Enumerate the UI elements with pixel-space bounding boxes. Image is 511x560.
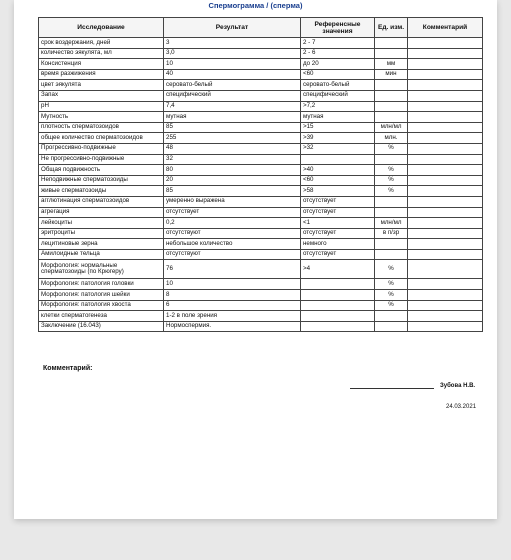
- cell-test: Морфология: патология хвоста: [39, 300, 164, 311]
- table-row: [39, 80, 483, 91]
- cell-test: Мутность: [39, 112, 164, 123]
- cell-reference: >15: [301, 122, 375, 133]
- cell-reference: >40: [301, 165, 375, 176]
- cell-test: клетки сперматогенеза: [39, 311, 164, 322]
- cell-unit: млн/мл: [375, 218, 408, 229]
- cell-reference: отсутствует: [301, 228, 375, 239]
- cell-unit: %: [375, 290, 408, 301]
- cell-result: небольшое количество: [164, 239, 301, 250]
- table-row: [39, 290, 483, 301]
- results-table: [38, 17, 483, 332]
- cell-reference: >58: [301, 186, 375, 197]
- cell-test: цвет эякулята: [39, 80, 164, 91]
- cell-test: Не прогрессивно-подвижные: [39, 154, 164, 165]
- cell-test: эритроциты: [39, 228, 164, 239]
- cell-comment: [408, 207, 483, 218]
- cell-unit: млн/мл: [375, 122, 408, 133]
- cell-unit: [375, 239, 408, 250]
- cell-test: агглютинация сперматозоидов: [39, 196, 164, 207]
- cell-test: pH: [39, 101, 164, 112]
- cell-result: 1-2 в поле зрения: [164, 311, 301, 322]
- cell-reference: немного: [301, 239, 375, 250]
- cell-reference: до 20: [301, 59, 375, 70]
- cell-reference: 2 - 7: [301, 38, 375, 49]
- table-row: [39, 165, 483, 176]
- cell-comment: [408, 218, 483, 229]
- cell-unit: мм: [375, 59, 408, 70]
- cell-unit: мин: [375, 69, 408, 80]
- cell-result: отсутствует: [164, 207, 301, 218]
- cell-result: 85: [164, 186, 301, 197]
- header-test: Исследование: [39, 18, 164, 38]
- cell-comment: [408, 186, 483, 197]
- cell-reference: специфический: [301, 90, 375, 101]
- table-row: [39, 249, 483, 260]
- cell-test: Общая подвижность: [39, 165, 164, 176]
- cell-result: 7,4: [164, 101, 301, 112]
- table-header-row: [39, 18, 483, 38]
- cell-comment: [408, 48, 483, 59]
- cell-test: плотность сперматозоидов: [39, 122, 164, 133]
- cell-unit: [375, 207, 408, 218]
- cell-unit: [375, 321, 408, 332]
- signature-line: [350, 388, 434, 389]
- cell-unit: %: [375, 300, 408, 311]
- cell-comment: [408, 290, 483, 301]
- cell-test: время разжижения: [39, 69, 164, 80]
- cell-result: специфический: [164, 90, 301, 101]
- cell-result: отсутствуют: [164, 249, 301, 260]
- cell-test: Запах: [39, 90, 164, 101]
- cell-reference: >39: [301, 133, 375, 144]
- header-reference: Референсные значения: [301, 18, 375, 38]
- table-row: [39, 300, 483, 311]
- cell-reference: >32: [301, 143, 375, 154]
- cell-unit: %: [375, 260, 408, 279]
- cell-result: 85: [164, 122, 301, 133]
- cell-result: 76: [164, 260, 301, 279]
- table-row: [39, 175, 483, 186]
- table-row: [39, 154, 483, 165]
- cell-reference: отсутствует: [301, 207, 375, 218]
- cell-reference: >7,2: [301, 101, 375, 112]
- cell-comment: [408, 228, 483, 239]
- comment-label: Комментарий:: [43, 365, 93, 372]
- cell-reference: [301, 321, 375, 332]
- cell-test: лецитиновые зерна: [39, 239, 164, 250]
- cell-test: агрегация: [39, 207, 164, 218]
- cell-reference: [301, 300, 375, 311]
- table-row: [39, 122, 483, 133]
- cell-comment: [408, 279, 483, 290]
- cell-comment: [408, 133, 483, 144]
- cell-reference: <1: [301, 218, 375, 229]
- cell-result: 8: [164, 290, 301, 301]
- header-comment: Комментарий: [408, 18, 483, 38]
- cell-test: срок воздержания, дней: [39, 38, 164, 49]
- cell-result: 40: [164, 69, 301, 80]
- table-row: [39, 90, 483, 101]
- cell-result: 6: [164, 300, 301, 311]
- cell-unit: млн.: [375, 133, 408, 144]
- cell-reference: 2 - 6: [301, 48, 375, 59]
- table-row: [39, 133, 483, 144]
- cell-unit: [375, 80, 408, 91]
- table-row: [39, 186, 483, 197]
- cell-unit: %: [375, 165, 408, 176]
- table-row: [39, 69, 483, 80]
- table-body: [39, 38, 483, 332]
- cell-unit: %: [375, 279, 408, 290]
- cell-result: 3,0: [164, 48, 301, 59]
- cell-comment: [408, 196, 483, 207]
- cell-result: Нормоспермия.: [164, 321, 301, 332]
- table-row: [39, 196, 483, 207]
- table-row: [39, 38, 483, 49]
- cell-reference: <60: [301, 69, 375, 80]
- cell-comment: [408, 122, 483, 133]
- cell-unit: [375, 90, 408, 101]
- cell-reference: [301, 154, 375, 165]
- cell-comment: [408, 112, 483, 123]
- cell-comment: [408, 143, 483, 154]
- cell-reference: [301, 279, 375, 290]
- cell-result: умеренно выражена: [164, 196, 301, 207]
- cell-unit: [375, 196, 408, 207]
- table-row: [39, 143, 483, 154]
- cell-test: лейкоциты: [39, 218, 164, 229]
- cell-reference: отсутствует: [301, 249, 375, 260]
- cell-result: мутная: [164, 112, 301, 123]
- cell-test: Морфология: нормальные сперматозоиды (по Крюгеру): [39, 260, 164, 279]
- cell-comment: [408, 311, 483, 322]
- cell-test: Морфология: патология головки: [39, 279, 164, 290]
- cell-unit: [375, 38, 408, 49]
- cell-result: 80: [164, 165, 301, 176]
- cell-unit: [375, 48, 408, 59]
- cell-comment: [408, 38, 483, 49]
- cell-test: живые сперматозоиды: [39, 186, 164, 197]
- cell-reference: [301, 311, 375, 322]
- cell-test: Амилоидные тельца: [39, 249, 164, 260]
- cell-comment: [408, 69, 483, 80]
- table-row: [39, 112, 483, 123]
- cell-result: 10: [164, 279, 301, 290]
- table-row: [39, 228, 483, 239]
- cell-result: 3: [164, 38, 301, 49]
- cell-unit: [375, 101, 408, 112]
- cell-test: количество эякулята, мл: [39, 48, 164, 59]
- table-row: [39, 218, 483, 229]
- cell-result: 255: [164, 133, 301, 144]
- cell-test: Заключение (16.043): [39, 321, 164, 332]
- cell-test: Консистенция: [39, 59, 164, 70]
- cell-unit: %: [375, 186, 408, 197]
- cell-comment: [408, 300, 483, 311]
- table-row: [39, 207, 483, 218]
- cell-reference: серовато-белый: [301, 80, 375, 91]
- cell-unit: [375, 154, 408, 165]
- cell-test: Морфология: патология шейки: [39, 290, 164, 301]
- cell-reference: [301, 290, 375, 301]
- table-row: [39, 48, 483, 59]
- cell-comment: [408, 101, 483, 112]
- cell-result: 10: [164, 59, 301, 70]
- cell-unit: [375, 249, 408, 260]
- cell-reference: мутная: [301, 112, 375, 123]
- cell-test: Прогрессивно-подвижные: [39, 143, 164, 154]
- table-row: [39, 260, 483, 279]
- document-page: [14, 0, 497, 519]
- table-row: [39, 239, 483, 250]
- cell-comment: [408, 90, 483, 101]
- table-row: [39, 59, 483, 70]
- cell-reference: <60: [301, 175, 375, 186]
- cell-result: серовато-белый: [164, 80, 301, 91]
- cell-reference: отсутствует: [301, 196, 375, 207]
- table-row: [39, 279, 483, 290]
- cell-unit: %: [375, 175, 408, 186]
- cell-test: Неподвижные сперматозоиды: [39, 175, 164, 186]
- cell-result: 0,2: [164, 218, 301, 229]
- cell-comment: [408, 239, 483, 250]
- cell-reference: >4: [301, 260, 375, 279]
- cell-comment: [408, 165, 483, 176]
- cell-comment: [408, 321, 483, 332]
- cell-comment: [408, 249, 483, 260]
- cell-comment: [408, 59, 483, 70]
- table-row: [39, 321, 483, 332]
- header-result: Результат: [164, 18, 301, 38]
- cell-unit: [375, 112, 408, 123]
- signature-name: Зубова Н.В.: [440, 383, 476, 389]
- cell-comment: [408, 260, 483, 279]
- report-date: 24.03.2021: [446, 404, 477, 410]
- cell-unit: в п/зр: [375, 228, 408, 239]
- header-unit: Ед. изм.: [375, 18, 408, 38]
- cell-result: 48: [164, 143, 301, 154]
- cell-test: общее количество сперматозоидов: [39, 133, 164, 144]
- cell-comment: [408, 175, 483, 186]
- cell-unit: %: [375, 143, 408, 154]
- cell-result: 32: [164, 154, 301, 165]
- cell-unit: [375, 311, 408, 322]
- table-row: [39, 101, 483, 112]
- cell-result: отсутствуют: [164, 228, 301, 239]
- cell-comment: [408, 80, 483, 91]
- cell-comment: [408, 154, 483, 165]
- cell-result: 20: [164, 175, 301, 186]
- document-title: Спермограмма / (сперма): [208, 1, 303, 10]
- table-row: [39, 311, 483, 322]
